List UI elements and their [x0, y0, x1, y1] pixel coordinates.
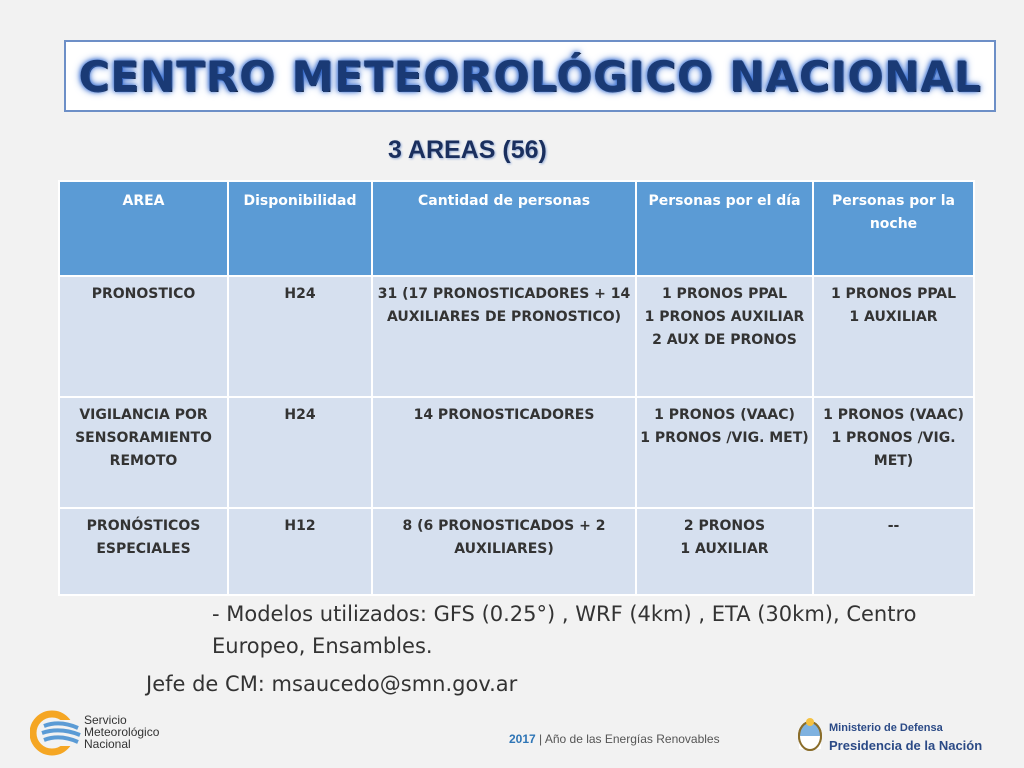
cell-line: 1 PRONOS PPAL: [661, 286, 788, 302]
cell-line: 1 PRONOS /VIG. MET): [640, 430, 809, 446]
header-disponibilidad: Disponibilidad: [228, 181, 372, 276]
cell-disponibilidad: H24: [228, 397, 372, 508]
areas-table: [58, 180, 975, 596]
cell-dia: [636, 508, 813, 595]
logo-line: Servicio: [84, 713, 127, 727]
title-banner: [64, 40, 996, 112]
footer-motto: [509, 732, 720, 746]
cell-line: 2 PRONOS: [683, 518, 766, 534]
header-dia: Personas por el día: [636, 181, 813, 276]
chief-contact: Jefe de CM: msaucedo@smn.gov.ar: [146, 672, 518, 696]
page-title: CENTRO METEOROLÓGICO NACIONAL: [78, 51, 982, 101]
coat-of-arms-icon: [796, 716, 824, 754]
footer-motto-text: Año de las Energías Renovables: [544, 732, 720, 746]
cell-line: 1 PRONOS PPAL: [830, 286, 957, 302]
cell-noche: [813, 508, 974, 595]
cell-line: 2 AUX DE PRONOS: [652, 332, 797, 348]
cell-cantidad: 31 (17 PRONOSTICADORES + 14 AUXILIARES DE PRONOSTICO): [372, 276, 636, 397]
table-row: [59, 397, 974, 508]
ministry-logo: [796, 716, 1006, 762]
header-cantidad: Cantidad de personas: [372, 181, 636, 276]
cell-area: PRONOSTICO: [59, 276, 228, 397]
table-header-row: [59, 181, 974, 276]
cell-cantidad: 14 PRONOSTICADORES: [372, 397, 636, 508]
cell-line: 1 PRONOS (VAAC): [823, 407, 964, 423]
areas-subtitle: 3 AREAS (56): [388, 136, 547, 164]
models-text: - Modelos utilizados: GFS (0.25°) , WRF (4km) , ETA (30km), Centro Europeo, Ensambles.: [212, 602, 917, 658]
cell-line: 1 AUXILIAR: [680, 541, 769, 557]
smn-sun-icon: [30, 710, 82, 756]
footer-year: 2017: [509, 732, 536, 746]
cell-disponibilidad: H12: [228, 508, 372, 595]
table-row: [59, 508, 974, 595]
cell-line: --: [887, 518, 900, 534]
cell-line: 1 PRONOS /VIG. MET): [831, 430, 956, 469]
header-area: AREA: [59, 181, 228, 276]
header-noche: Personas por la noche: [813, 181, 974, 276]
logo-line: Meteorológico: [84, 725, 160, 739]
footer-separator: |: [535, 732, 545, 746]
cell-disponibilidad: H24: [228, 276, 372, 397]
cell-dia: [636, 397, 813, 508]
cell-noche: [813, 397, 974, 508]
smn-logo: [30, 710, 190, 758]
cell-line: 1 AUXILIAR: [849, 309, 938, 325]
cell-cantidad: 8 (6 PRONOSTICADOS + 2 AUXILIARES): [372, 508, 636, 595]
smn-logo-text: [84, 714, 159, 750]
ministry-name: Ministerio de Defensa: [829, 722, 943, 734]
cell-area: VIGILANCIA POR SENSORAMIENTO REMOTO: [59, 397, 228, 508]
table-row: [59, 276, 974, 397]
presidency-name: Presidencia de la Nación: [829, 738, 983, 753]
cell-noche: [813, 276, 974, 397]
cell-dia: [636, 276, 813, 397]
cell-line: 1 PRONOS (VAAC): [654, 407, 795, 423]
logo-line: Nacional: [84, 737, 131, 751]
cell-area: PRONÓSTICOS ESPECIALES: [59, 508, 228, 595]
cell-line: 1 PRONOS AUXILIAR: [644, 309, 805, 325]
